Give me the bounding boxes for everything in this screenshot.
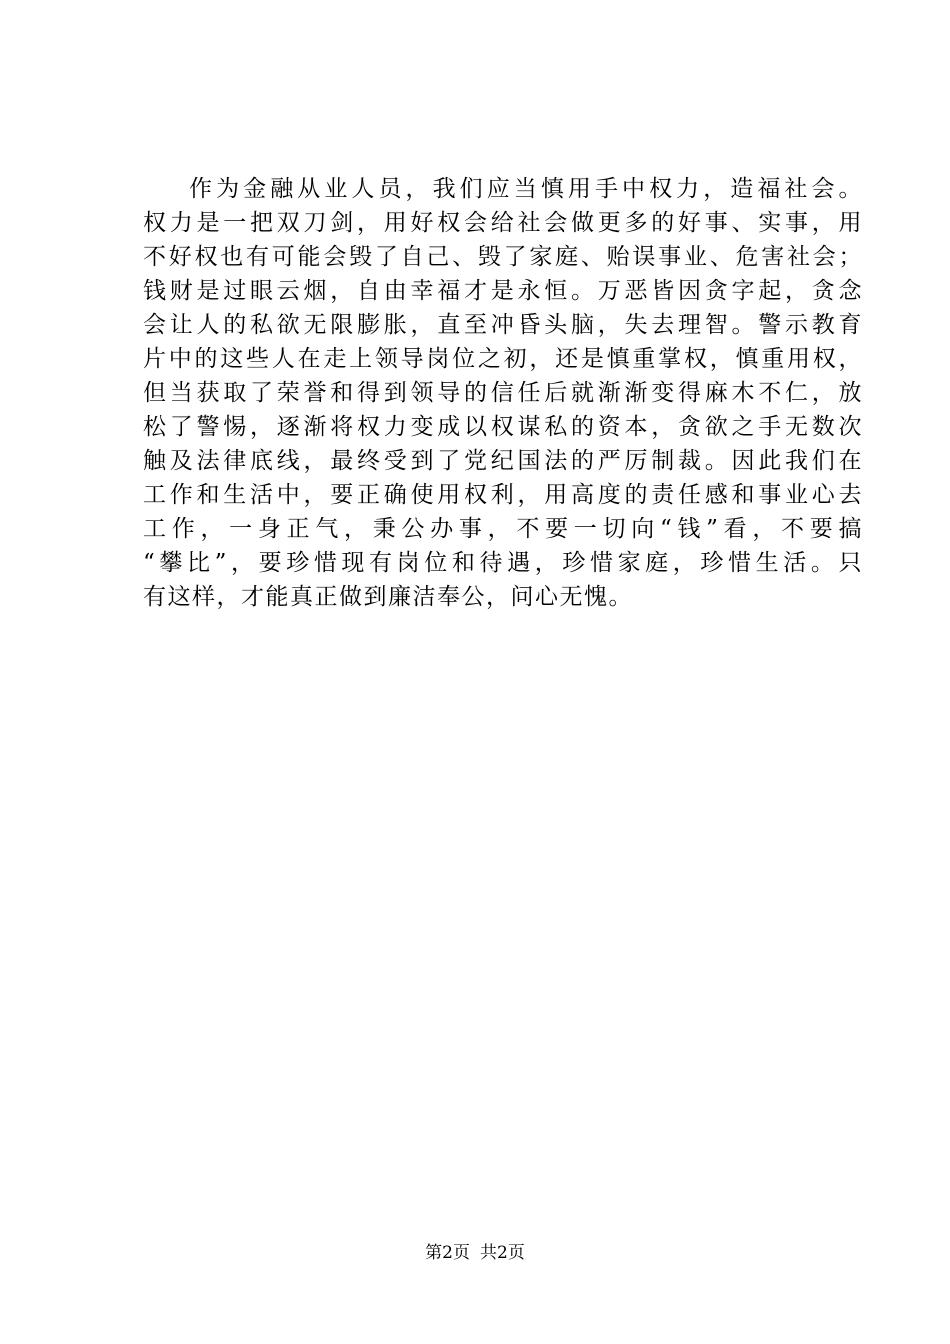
body-paragraph (143, 172, 863, 614)
paragraph-line: 工作，一身正气，秉公办事，不要一切向“钱”看，不要搞 (143, 516, 863, 542)
paragraph-line: 权力是一把双刀剑，用好权会给社会做更多的好事、实事，用 (143, 210, 863, 236)
paragraph-line: 不好权也有可能会毁了自己、毁了家庭、贻误事业、危害社会； (143, 244, 863, 270)
page-total: 共2页 (480, 1243, 525, 1263)
paragraph-line: 有这样，才能真正做到廉洁奉公，问心无愧。 (143, 584, 633, 610)
paragraph-line: 工作和生活中，要正确使用权利，用高度的责任感和事业心去 (143, 482, 863, 508)
paragraph-line: 松了警惕，逐渐将权力变成以权谋私的资本，贪欲之手无数次 (143, 414, 863, 440)
page-number: 第2页 (425, 1243, 470, 1263)
paragraph-line: 片中的这些人在走上领导岗位之初，还是慎重掌权，慎重用权， (143, 346, 863, 372)
paragraph-line: 钱财是过眼云烟，自由幸福才是永恒。万恶皆因贪字起，贪念 (143, 278, 863, 304)
paragraph-line: 会让人的私欲无限膨胀，直至冲昏头脑，失去理智。警示教育 (143, 312, 863, 338)
paragraph-line: 触及法律底线，最终受到了党纪国法的严厉制裁。因此我们在 (143, 448, 863, 474)
page-footer (0, 1241, 950, 1265)
paragraph-line: “攀比”，要珍惜现有岗位和待遇，珍惜家庭，珍惜生活。只 (143, 550, 863, 576)
paragraph-line: 但当获取了荣誉和得到领导的信任后就渐渐变得麻木不仁，放 (143, 380, 863, 406)
paragraph-line: 作为金融从业人员，我们应当慎用手中权力，造福社会。 (189, 176, 863, 202)
